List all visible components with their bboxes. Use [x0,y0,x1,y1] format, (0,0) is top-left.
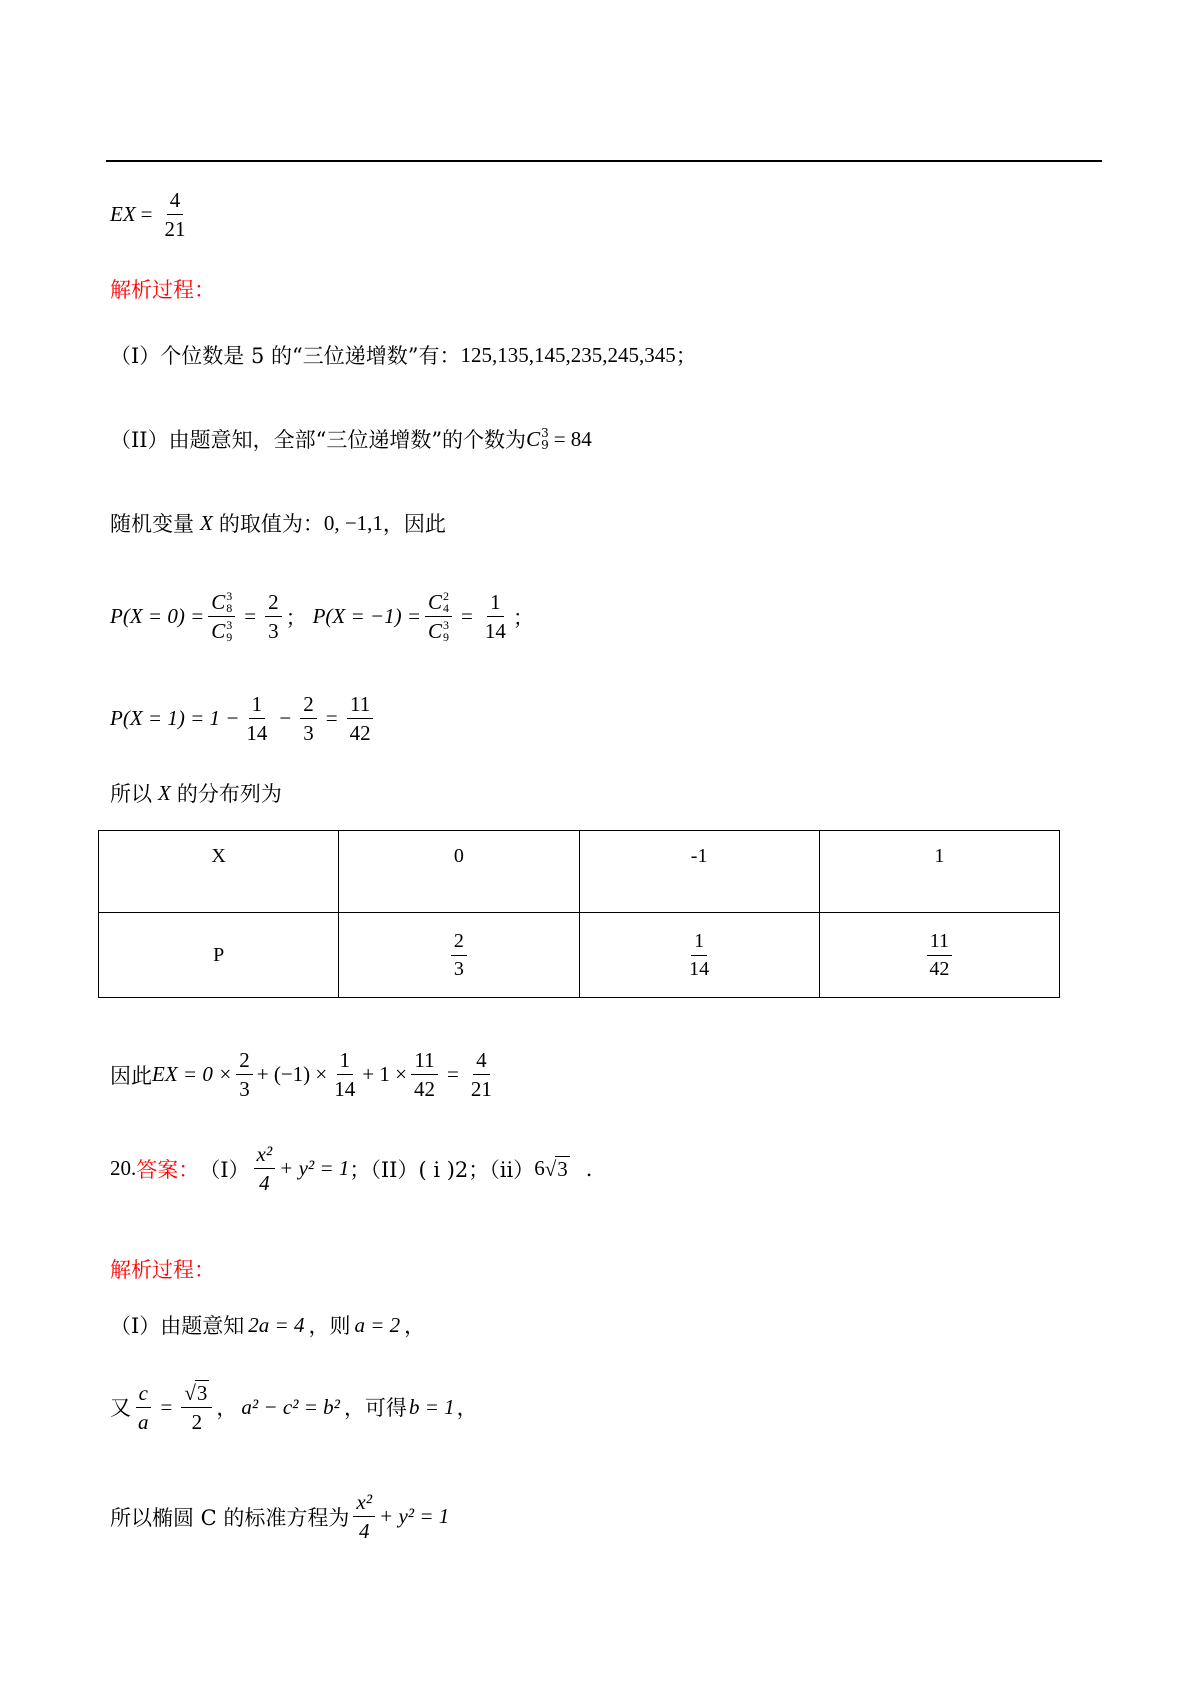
rv-prefix: 随机变量 [110,512,194,536]
rv-middle: 的取值为： [218,512,324,536]
part2-line [110,424,597,454]
expectation-line: 因此 EX = 0 × $\frac{2}{3}$ + (−1) × $\frac{1}{14}$ + 1 × $\frac{11}{42}$ = $\frac{4}{21}$ [110,1048,492,1102]
sol3-line: 所以椭圆 C 的标准方程为 $\frac{\text{x²}}{4}$ + y² = 1 [110,1490,450,1544]
equals: = [140,202,153,227]
pm1-comb-fraction: C 2 4 C 3 9 [425,590,452,643]
part1-values: 125,135,145,235,245,345 [460,342,676,367]
random-var-line [110,508,446,538]
part1-line [110,340,697,370]
prob-cell: $\frac{11}{42}$ [819,913,1059,998]
row-label: P [99,913,339,998]
fraction: $\frac{4}{21}$ [164,188,186,242]
analysis-label: 解析过程： [110,278,215,302]
question-number: 20. [110,1156,137,1181]
prob-cell: $\frac{1}{14}$ [579,913,819,998]
p0-lhs: P(X = 0) = [110,604,205,629]
sqrt-3: √ 3 [544,1156,568,1181]
p1-lhs: P(X = 1) = 1 − [110,706,240,731]
q20-answer-line: 20. 答案： （I） $\frac{\text{x²}}{4}$ + y² = 1 ；（II）( i )2；（ii） 6 √ 3 . [110,1142,593,1196]
sol2-line: 又 $\frac{c}{a}$ = √ 3 2 ， a² − c² = b² ，可得 b = 1 ， [110,1380,478,1435]
p0-comb-fraction: C 3 8 C 3 9 [208,590,235,643]
rv-suffix: ，因此 [382,512,446,536]
answer-label: 答案： [136,1157,200,1182]
sol1-line: （I）由题意知 2a = 4 ，则 a = 2 ， [110,1312,426,1338]
sep: ； [285,605,307,630]
analysis-label-2: 解析过程： [110,1258,215,1282]
pm1-result: $\frac{1}{14}$ [484,590,506,644]
table-row [99,831,1060,913]
top-answer [110,188,193,241]
p1-result: $\frac{11}{42}$ [347,692,374,745]
header-cell: X [99,831,339,913]
distribution-table [98,830,1060,998]
p1-frac1: $\frac{1}{14}$ [246,692,268,746]
p1-frac2: $\frac{2}{3}$ [300,692,317,745]
dist-intro: 所以 X 的分布列为 [110,780,282,806]
ex-lhs: EX [110,202,136,227]
header-rule [106,160,1102,162]
prob-line-2: P(X = 1) = 1 − $\frac{1}{14}$ − $\frac{2}{3}$ = $\frac{11}{42}$ [110,692,378,745]
part2-prefix: （II）由题意知，全部“三位递增数”的个数为 [110,428,527,452]
rv-var: X [200,510,213,535]
table-row [99,913,1060,998]
ellipse-frac: $\frac{\text{x²}}{4}$ [254,1142,276,1195]
part2-eq: = 84 [553,426,592,451]
header-cell: 0 [339,831,579,913]
p0-result: $\frac{2}{3}$ [265,590,282,643]
pm1-lhs: P(X = −1) = [312,604,421,629]
combination-c93: C 3 9 [526,426,549,452]
header-cell: 1 [819,831,1059,913]
prob-cell: $\frac{2}{3}$ [339,913,579,998]
part1-suffix: ； [675,344,697,368]
prob-line-1: P(X = 0) = C 3 8 C 3 9 = $\frac{2}{3}$ ； P(X = −1) = C 2 4 C 3 9 = $\frac{1}{14}$ ； [110,589,534,645]
header-cell: -1 [579,831,819,913]
part1-prefix: （I）个位数是 5 的“三位递增数”有： [110,344,461,368]
rv-values: 0, −1,1 [323,510,383,535]
